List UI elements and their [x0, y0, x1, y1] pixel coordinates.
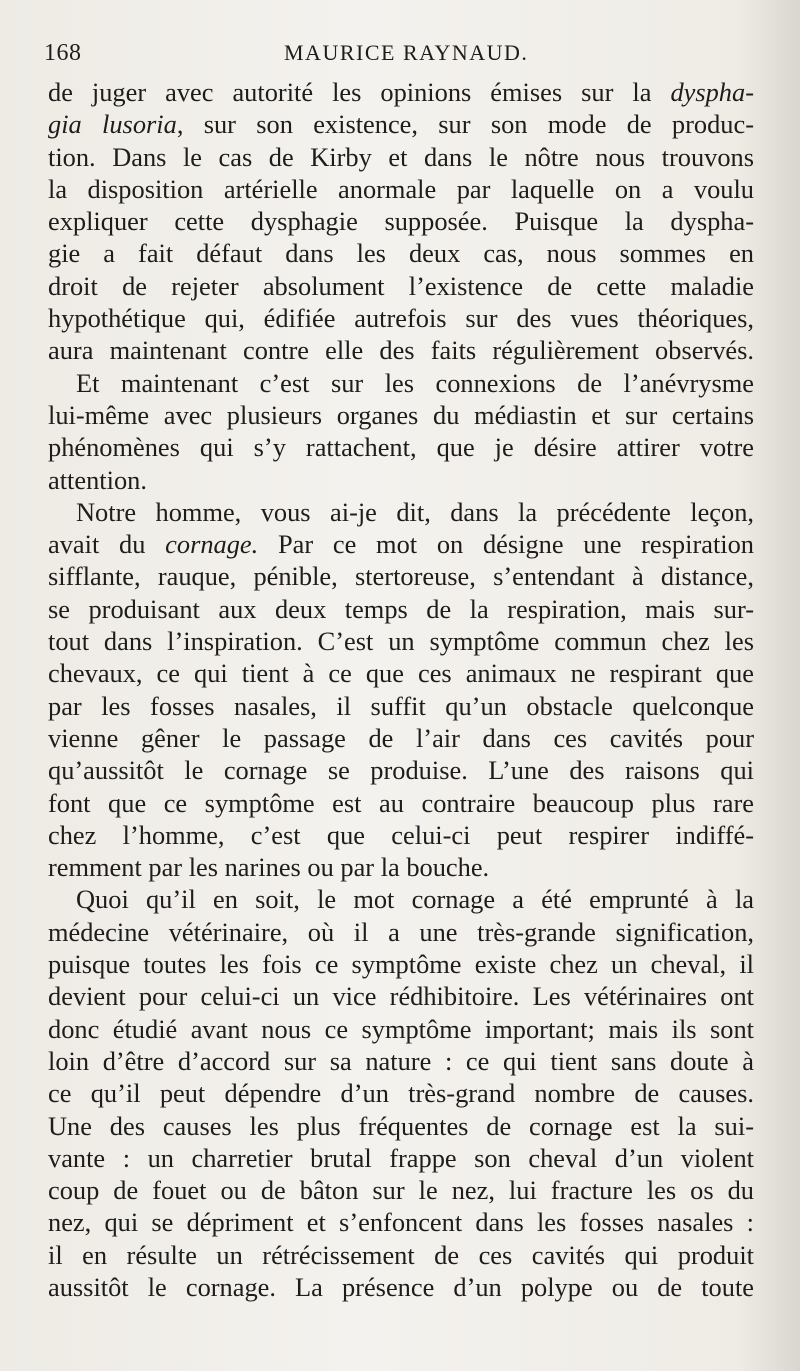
text-line	[48, 496, 754, 528]
line-text: remment par les narines ou par la bouche.	[48, 852, 490, 883]
italic-term: cornage.	[165, 529, 259, 560]
text-line	[48, 1013, 754, 1045]
line-text: attention.	[48, 464, 147, 495]
text-line	[48, 205, 754, 237]
text-line	[48, 690, 754, 722]
text-line	[48, 625, 754, 657]
text-line	[48, 754, 754, 786]
text-line	[48, 1271, 754, 1303]
text-line	[48, 851, 754, 883]
text-line	[48, 76, 754, 108]
line-text: gie a fait défaut dans les deux cas, nous sommes en	[48, 238, 754, 269]
line-text: droit de rejeter absolument l’existence de cette maladie	[48, 270, 754, 301]
text-line	[48, 1045, 754, 1077]
text-line	[48, 141, 754, 173]
text-line	[48, 1239, 754, 1271]
line-text: par les fosses nasales, il suffit qu’un obstacle quelconque	[48, 690, 754, 721]
line-text: aura maintenant contre elle des faits régulièrement observés.	[48, 335, 754, 366]
italic-term: dyspha-	[670, 77, 754, 107]
page-number: 168	[44, 40, 82, 66]
text-line	[48, 1142, 754, 1174]
text-line	[48, 560, 754, 592]
running-head: MAURICE RAYNAUD.	[284, 40, 529, 65]
line-text: coup de fouet ou de bâton sur le nez, lui fracture les os du	[48, 1175, 754, 1206]
line-text: donc étudié avant nous ce symptôme important; mais ils sont	[48, 1013, 754, 1044]
text-line	[48, 1206, 754, 1238]
line-text: Par ce mot on désigne une respiration	[258, 529, 755, 560]
text-line	[48, 1077, 754, 1109]
text-line	[48, 657, 754, 689]
line-text: devient pour celui-ci un vice rédhibitoire. Les vétérinaires ont	[48, 981, 754, 1012]
text-line	[48, 1110, 754, 1142]
line-text: avait du	[48, 529, 166, 560]
italic-term: gia lusoria	[48, 109, 177, 140]
line-text: de juger avec autorité les opinions émises sur la	[48, 77, 671, 107]
line-text: la disposition artérielle anormale par laquelle on a voulu	[48, 173, 754, 204]
body-text	[48, 76, 754, 1303]
line-text: hypothétique qui, édifiée autrefois sur des vues théoriques,	[48, 303, 754, 334]
text-line	[48, 916, 754, 948]
text-line	[48, 270, 754, 302]
line-text: nez, qui se dépriment et s’enfoncent dans les fosses nasales :	[48, 1207, 754, 1238]
text-line	[48, 819, 754, 851]
line-text: puisque toutes les fois ce symptôme existe chez un cheval, il	[48, 949, 754, 980]
text-line	[48, 948, 754, 980]
text-line	[48, 302, 754, 334]
line-text: sifflante, rauque, pénible, stertoreuse, s’entendant à distance,	[48, 561, 754, 592]
line-text: médecine vétérinaire, où il a une très-grande signification,	[48, 916, 754, 947]
text-line	[48, 787, 754, 819]
text-line	[48, 593, 754, 625]
line-text: qu’aussitôt le cornage se produise. L’une des raisons qui	[48, 755, 754, 786]
line-text: Et maintenant c’est sur les connexions de l’anévrysme	[76, 367, 754, 398]
line-text: expliquer cette dysphagie supposée. Puisque la dyspha-	[48, 206, 754, 237]
line-text: loin d’être d’accord sur sa nature : ce qui tient sans doute à	[48, 1045, 754, 1076]
line-text: vienne gêner le passage de l’air dans ces cavités pour	[48, 722, 754, 753]
line-text: aussitôt le cornage. La présence d’un polype ou de toute	[48, 1271, 754, 1302]
text-line	[48, 980, 754, 1012]
text-line	[48, 367, 754, 399]
line-text: Quoi qu’il en soit, le mot cornage a été emprunté à la	[76, 884, 754, 915]
text-line	[48, 464, 754, 496]
line-text: tion. Dans le cas de Kirby et dans le nôtre nous trouvons	[48, 141, 754, 172]
line-text: vante : un charretier brutal frappe son cheval d’un violent	[48, 1142, 754, 1173]
line-text: phénomènes qui s’y rattachent, que je désire attirer votre	[48, 432, 754, 463]
text-line	[48, 399, 754, 431]
text-line	[48, 883, 754, 915]
text-line	[48, 431, 754, 463]
text-line	[48, 1174, 754, 1206]
line-text: tout dans l’inspiration. C’est un symptôme commun chez les	[48, 626, 754, 657]
line-text: chez l’homme, c’est que celui-ci peut respirer indiffé-	[48, 819, 754, 850]
line-text: il en résulte un rétrécissement de ces cavités qui produit	[48, 1239, 754, 1270]
line-text: , sur son existence, sur son mode de produc-	[176, 109, 754, 140]
text-line	[48, 173, 754, 205]
text-line	[48, 237, 754, 269]
text-line	[48, 334, 754, 366]
line-text: Une des causes les plus fréquentes de cornage est la sui-	[48, 1110, 754, 1141]
text-line	[48, 108, 754, 140]
text-line	[48, 528, 754, 560]
page-header	[44, 40, 760, 74]
line-text: se produisant aux deux temps de la respiration, mais sur-	[48, 593, 754, 624]
text-line	[48, 722, 754, 754]
line-text: Notre homme, vous ai-je dit, dans la précédente leçon,	[76, 496, 754, 527]
line-text: lui-même avec plusieurs organes du médiastin et sur certains	[48, 399, 754, 430]
line-text: ce qu’il peut dépendre d’un très-grand nombre de causes.	[48, 1078, 754, 1109]
line-text: font que ce symptôme est au contraire beaucoup plus rare	[48, 787, 754, 818]
line-text: chevaux, ce qui tient à ce que ces animaux ne respirant que	[48, 658, 754, 689]
